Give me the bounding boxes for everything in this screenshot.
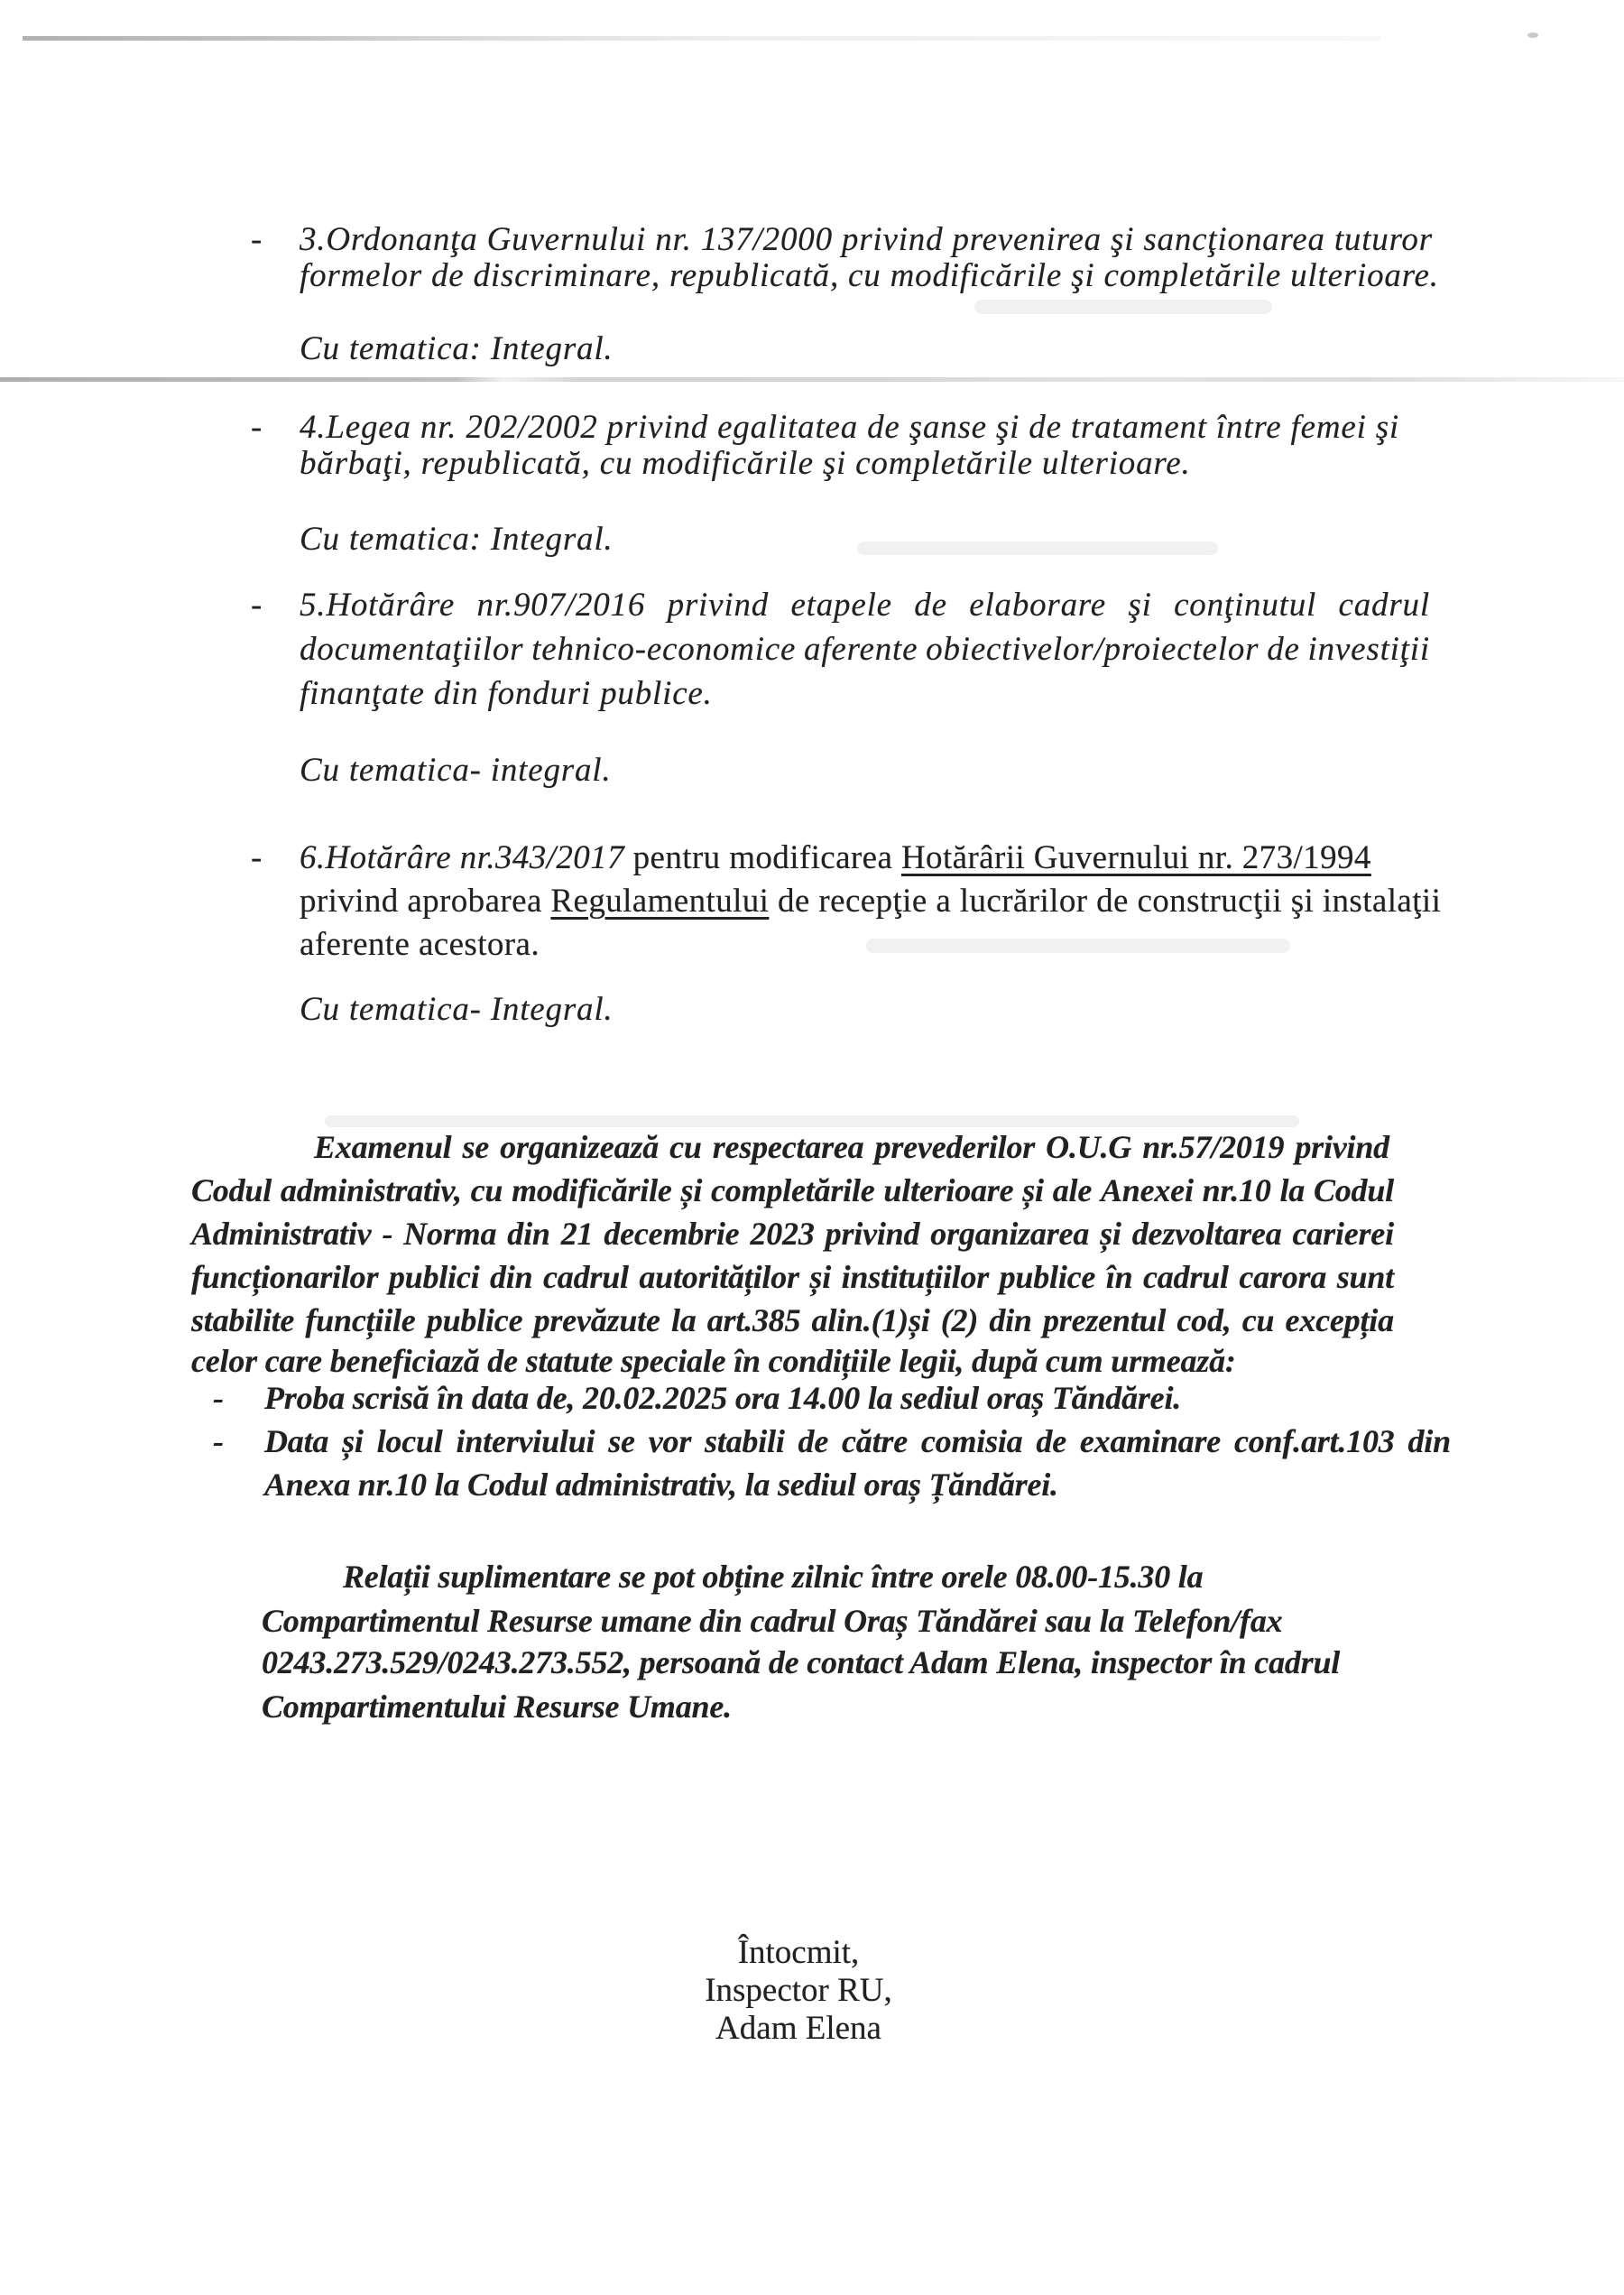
legal-item-6-text: pentru modificarea [623, 839, 901, 876]
legal-item-6-text: privind aprobarea [300, 883, 551, 920]
schedule-written-test-line: Proba scrisă în data de, 20.02.2025 ora 14.00 la sediul oraș Tăndărei. [264, 1380, 1182, 1416]
bullet-dash: - [213, 1380, 224, 1416]
legal-item-5-tematica: Cu tematica- integral. [300, 752, 612, 789]
exam-paragraph-line-3: Administrativ - Norma din 21 decembrie 2023 privind organizarea și dezvoltarea carierei [191, 1216, 1394, 1252]
scan-divider-line-artifact [0, 377, 1624, 382]
contact-paragraph-line-3: 0243.273.529/0243.273.552, persoană de contact Adam Elena, inspector în cadrul [262, 1644, 1341, 1680]
scan-smudge-artifact [857, 541, 1218, 555]
signature-name: Adam Elena [715, 2010, 881, 2047]
scan-speck-artifact [1527, 32, 1538, 38]
legal-item-6-title: 6.Hotărâre nr.343/2017 [300, 839, 624, 876]
bullet-dash: - [251, 409, 263, 446]
signature-role: Inspector RU, [705, 1972, 892, 2009]
exam-paragraph-line-6: celor care beneficiază de statute speciale în condițiile legii, după cum urmează: [191, 1343, 1236, 1379]
contact-paragraph-line-1: Relații suplimentare se pot obține zilnic între orele 08.00-15.30 la [343, 1559, 1204, 1595]
legal-item-3-tematica: Cu tematica: Integral. [300, 330, 614, 367]
bullet-dash: - [251, 839, 263, 876]
legal-item-6-reference-underlined: Hotărârii Guvernului nr. 273/1994 [900, 839, 1371, 876]
exam-paragraph-line-1: Examenul se organizează cu respectarea prevederilor O.U.G nr.57/2019 privind [314, 1129, 1389, 1165]
legal-item-4-tematica: Cu tematica: Integral. [300, 521, 614, 558]
scan-smudge-artifact [974, 300, 1272, 314]
signature-block [600, 1934, 997, 2048]
schedule-interview-line-2: Anexa nr.10 la Codul administrativ, la sediul oraș Țăndărei. [264, 1467, 1058, 1503]
legal-item-6-line-3 [300, 928, 540, 961]
legal-item-6-tematica: Cu tematica- Integral. [300, 991, 614, 1028]
legal-item-6-line-1 [300, 841, 1371, 875]
legal-item-4-line-2: bărbaţi, republicată, cu modificările şi completările ulterioare. [300, 445, 1191, 482]
bullet-dash: - [251, 221, 263, 258]
contact-paragraph-line-2: Compartimentul Resurse umane din cadrul Oraș Tăndărei sau la Telefon/fax [262, 1603, 1283, 1639]
exam-paragraph-line-2: Codul administrativ, cu modificările și completările ulterioare și ale Anexei nr.10 la Codul [191, 1172, 1394, 1208]
legal-item-3-line-1: 3.Ordonanţa Guvernului nr. 137/2000 privind prevenirea şi sancţionarea tuturor [300, 221, 1433, 258]
scan-streak-artifact-top [23, 36, 1380, 41]
schedule-interview-line-1: Data și locul interviului se vor stabili de către comisia de examinare conf.art.103 din [264, 1423, 1451, 1459]
contact-paragraph-line-4: Compartimentului Resurse Umane. [262, 1689, 732, 1725]
legal-item-5-line-3: finanţate din fonduri publice. [300, 675, 713, 712]
legal-item-3-line-2: formelor de discriminare, republicată, cu modificările şi completările ulterioare. [300, 257, 1439, 294]
legal-item-6-line-2 [300, 884, 1441, 918]
exam-paragraph-line-5: stabilite funcțiile publice prevăzute la art.385 alin.(1)și (2) din prezentul cod, cu excepția [191, 1302, 1394, 1338]
signature-prepared-by: Întocmit, [737, 1934, 860, 1971]
legal-item-6-text: aferente acestora. [300, 926, 540, 963]
legal-item-6-reference-underlined: Regulamentului [550, 883, 770, 920]
bullet-dash: - [251, 587, 263, 624]
bullet-dash: - [213, 1423, 224, 1459]
legal-item-5-line-2: documentaţiilor tehnico-economice aferente obiectivelor/proiectelor de investiţii [300, 631, 1430, 668]
scan-smudge-artifact [325, 1115, 1299, 1127]
legal-item-4-line-1: 4.Legea nr. 202/2002 privind egalitatea de şanse şi de tratament între femei şi [300, 409, 1399, 446]
exam-paragraph-line-4: funcționarilor publici din cadrul autorităților și instituțiilor publice în cadrul carora sunt [191, 1259, 1394, 1295]
legal-item-6-text: de recepţie a lucrărilor de construcţii şi instalaţii [769, 883, 1442, 920]
legal-item-5-line-1: 5.Hotărâre nr.907/2016 privind etapele de elaborare şi conţinutul cadrul [300, 587, 1430, 624]
scan-smudge-artifact [866, 939, 1290, 953]
